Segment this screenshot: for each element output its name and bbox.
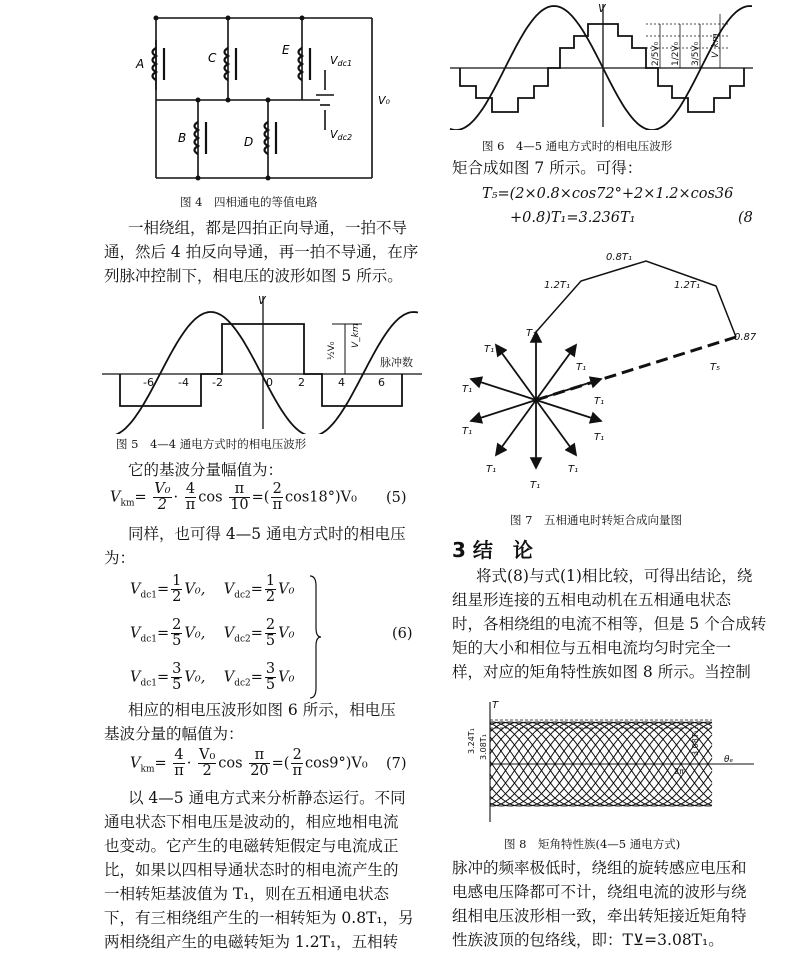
para5-line5: 一相转矩基波值为 T₁，则在五相通电状态 [104, 885, 389, 903]
right-para1: 矩合成如图 7 所示。可得： [452, 159, 643, 177]
right-para2-line4: 矩的大小和相位与五相电流均匀时完全一 [452, 639, 732, 657]
fig5-tick: -4 [178, 376, 189, 389]
fig4-label-vdc2: Vdc2 [330, 128, 353, 142]
fig6-label: V_km [711, 33, 721, 58]
fig4-label-vdc1: Vdc1 [330, 54, 353, 68]
right-para3-line4: 性族波顶的包络线，即：T⊻=3.08T₁。 [452, 931, 724, 949]
equation-6 [130, 574, 294, 702]
eq6-row: $V_{dc1}=$ $\frac{2}{5}$ V₀, $V_{dc2}=$ $\frac{2}{5}$ V₀ [130, 617, 295, 649]
equation-8-line1: T₅=(2×0.8×cos72°+2×1.2×cos36 [482, 186, 734, 202]
eq6-row: $V_{dc1}=$ $\frac{3}{5}$ V₀, $V_{dc2}=$ $\frac{3}{5}$ V₀ [130, 661, 295, 693]
fig6-label: 2/5V₀ [651, 41, 661, 66]
fig4-circuit [120, 10, 390, 192]
fig6-label: 3/5V₀ [691, 41, 701, 66]
fig7-far-label: 0.87 [734, 332, 757, 343]
section-heading: 3 结 论 [452, 538, 533, 562]
fig7-top-label: 0.8T₁ [606, 252, 633, 263]
para5-line1: 以 4—5 通电方式来分析静态运行。不同 [128, 789, 406, 807]
right-para2-line2: 组星形连接的五相电动机在五相通电状态 [452, 591, 732, 609]
fig5-pulse-label: 脉冲数 [380, 356, 413, 369]
fig8-2pi: 2π [674, 767, 684, 776]
para4-line1: 相应的相电压波形如图 6 所示，相电压 [128, 701, 396, 719]
fig5-tick: 2 [298, 376, 305, 389]
equation-8-line2: +0.8)T₁=3.236T₁ [510, 210, 636, 226]
para5-line2: 通电状态下相电压是波动的，相应地相电流 [104, 813, 399, 831]
para1-line1: 一相绕组，都是四拍正向导通，一拍不导 [128, 219, 408, 237]
right-para2-line5: 样，对应的矩角特性族如图 8 所示。当控制 [452, 663, 751, 681]
fig8-caption: 图 8 矩角特性族(4—5 通电方式) [504, 837, 681, 851]
equation-5: $V_{km}=$ $\frac{\text{V₀}}{2}$ · $\frac{4}{\pi}$ cos $\frac{\pi}{10}$ =( $\frac{2}{\pi}$ cos18°)V₀ [110, 481, 357, 513]
fig4-label-a: A [136, 57, 145, 71]
right-para2-line3: 时，各相绕组的电流不相等，但是 5 个合成转 [452, 615, 767, 633]
fig7-t1-label: T₁ [594, 432, 605, 443]
fig7-t1-label: T₁ [486, 464, 497, 475]
fig5-vkm-label: V_km [351, 323, 361, 348]
fig6-caption: 图 6 4—5 通电方式时的相电压波形 [482, 139, 673, 153]
para4-line2: 基波分量的幅值为： [104, 725, 244, 743]
fig5-tick: -6 [143, 376, 154, 389]
fig4-label-c: C [208, 51, 217, 65]
eq6-row: $V_{dc1}=$ $\frac{1}{2}$ V₀, $V_{dc2}=$ $\frac{1}{2}$ V₀ [130, 573, 295, 605]
fig7-t1-label: T₁ [462, 384, 473, 395]
para1-line2: 通，然后 4 拍反向导通，再一拍不导通，在序 [104, 243, 419, 261]
fig4-label-d: D [244, 135, 254, 149]
fig8-left-label2: 3.08T₁ [479, 734, 488, 760]
fig8-axis-t: T [492, 700, 499, 711]
fig4-label-v0: V₀ [378, 94, 390, 107]
fig7-ts-label: T₅ [710, 362, 721, 373]
fig4-label-e: E [282, 43, 290, 57]
para1-line3: 列脉冲控制下，相电压的波形如图 5 所示。 [104, 267, 403, 285]
para3-line2: 为： [104, 549, 136, 567]
fig7-caption: 图 7 五相通电时转矩合成向量图 [510, 513, 682, 527]
fig4-caption: 图 4 四相通电的等值电路 [180, 195, 318, 209]
fig7-t1-label: T₁ [484, 344, 495, 355]
para2: 它的基波分量幅值为： [128, 461, 284, 479]
fig5-caption: 图 5 4—4 通电方式时的相电压波形 [116, 437, 307, 451]
fig7-t1-label: T₁ [576, 362, 587, 373]
fig7-t1-label: T₁ [526, 328, 537, 339]
para5-line6: 下，有三相绕组产生的一相转矩为 0.8T₁，另 [104, 909, 414, 927]
equation-5-number: (5) [386, 490, 407, 506]
para5-line4: 比，如果以四相导通状态时的相电流产生的 [104, 861, 399, 879]
para3-line1: 同样，也可得 4—5 通电方式时的相电压 [128, 525, 406, 543]
fig8-torque-family [462, 698, 760, 826]
fig8-theta: θₑ [724, 755, 734, 765]
fig5-tick: 0 [266, 376, 273, 389]
fig7-t1-label: T₁ [568, 464, 579, 475]
para5-line7: 两相绕组产生的电磁转矩为 1.2T₁，五相转 [104, 933, 399, 951]
fig7-t1-label: T₁ [594, 396, 605, 407]
fig8-left-label: 3.24T₁ [467, 728, 476, 754]
fig5-tick: 4 [338, 376, 345, 389]
fig7-vector-diagram [448, 244, 763, 500]
fig7-left-label: 1.2T₁ [544, 280, 571, 291]
fig6-label: 1/2V₀ [671, 41, 681, 66]
fig7-right-label: 1.2T₁ [674, 280, 701, 291]
right-para3-line3: 组相电压波形相一致，牵出转矩接近矩角特 [452, 907, 747, 925]
equation-7: $V_{km}=$ $\frac{4}{\pi}$ · $\frac{\text{V₀}}{2}$ cos $\frac{\pi}{20}$ =( $\frac{2}{\pi}$ cos9°)V₀ [130, 747, 368, 779]
right-para2-line1: 将式(8)与式(1)相比较，可得出结论，绕 [476, 567, 753, 585]
fig5-axis-v: V [258, 294, 266, 307]
eq6-brace [308, 574, 322, 700]
equation-8-number: (8 [738, 210, 753, 226]
fig5-tick: -2 [212, 376, 223, 389]
fig5-tick: 6 [378, 376, 385, 389]
fig6-waveform [448, 2, 758, 130]
fig5-waveform [100, 294, 425, 434]
fig5-half-label: ½V₀ [327, 341, 337, 360]
fig8-right-label: 3.08T₁ [691, 730, 700, 756]
equation-6-number: (6) [392, 626, 413, 642]
fig7-t1-label: T₁ [462, 426, 473, 437]
right-para3-line2: 电感电压降都可不计，绕组电流的波形与绕 [452, 883, 747, 901]
right-para3-line1: 脉冲的频率极低时，绕组的旋转感应电压和 [452, 859, 747, 877]
fig7-t1-label: T₁ [530, 480, 541, 491]
fig6-axis-v: V [598, 2, 606, 15]
para5-line3: 也变动。它产生的电磁转矩假定与电流成正 [104, 837, 399, 855]
fig4-label-b: B [178, 131, 187, 145]
equation-7-number: (7) [386, 756, 407, 772]
